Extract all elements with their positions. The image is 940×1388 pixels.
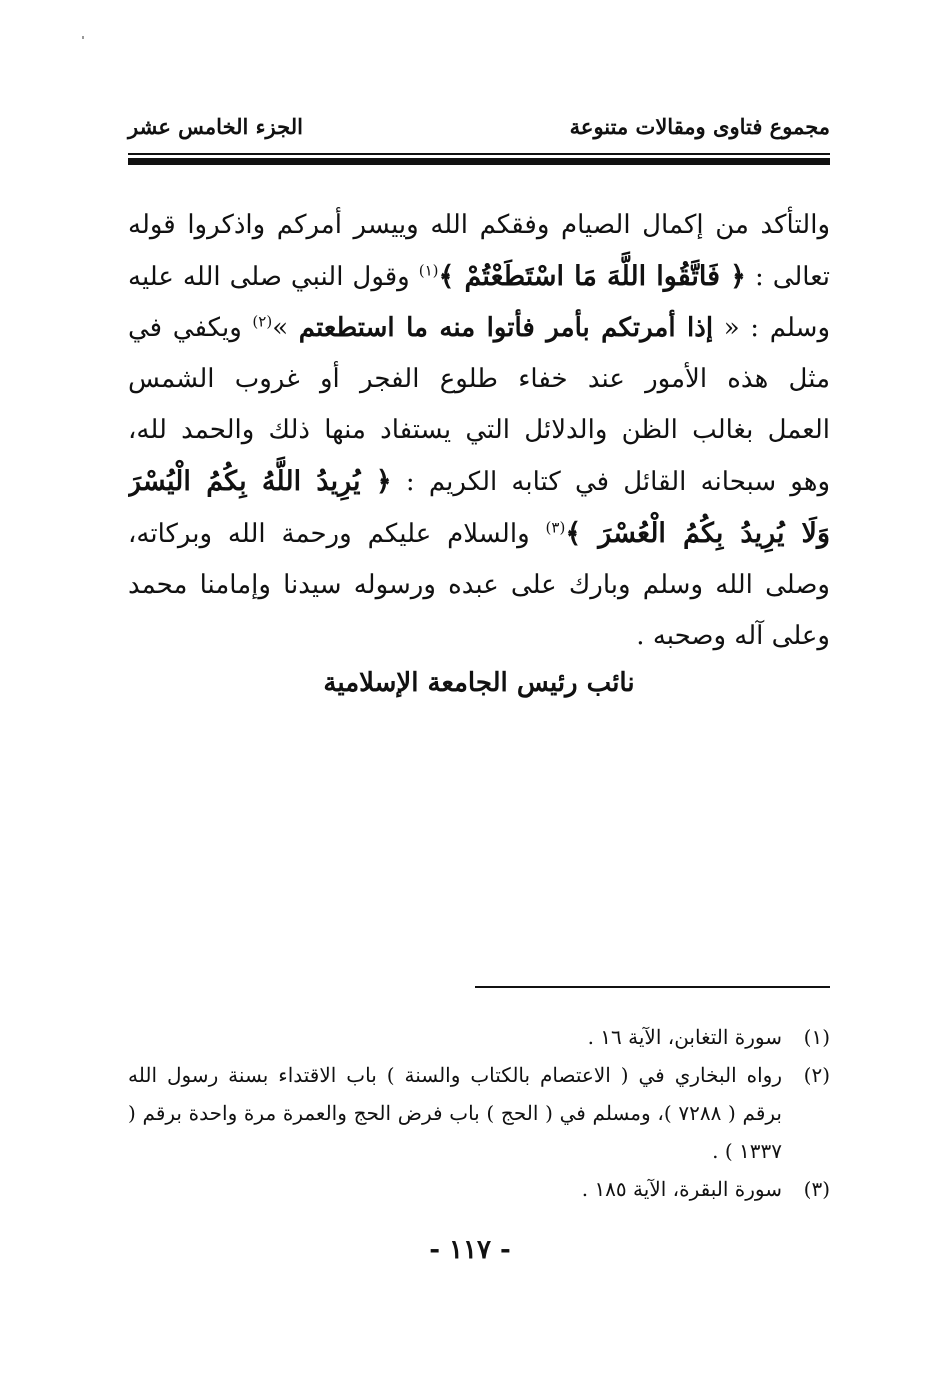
text-line	[128, 560, 830, 611]
footnote-ref: (٢)	[252, 312, 273, 331]
text-segment: »	[272, 313, 299, 343]
text-line	[128, 508, 830, 560]
footnote-text: سورة البقرة، الآية ١٨٥ .	[581, 1177, 782, 1201]
footnote-number: (٣)	[803, 1177, 830, 1201]
text-segment: والتأكد من إكمال الصيام وفقكم الله وييسر أمركم واذكروا قوله	[128, 210, 830, 240]
footnote-ref: (١)	[418, 261, 439, 280]
book-title: مجموع فتاوى ومقالات متنوعة	[569, 114, 830, 139]
text-segment: وقول النبي صلى الله عليه	[128, 262, 419, 292]
footnote-number: (١)	[803, 1025, 830, 1049]
text-segment: وسلم : «	[713, 313, 830, 343]
footnote-number: (٢)	[803, 1063, 830, 1087]
footnotes	[128, 1018, 830, 1208]
header-rule-thin	[128, 153, 830, 155]
footnote	[128, 1056, 830, 1170]
footnote-text: رواه البخاري في ( الاعتصام بالكتاب والسنة ) باب الاقتداء بسنة رسول الله برقم ( ٧٢٨٨ )، ومسلم في ( الحج ) باب فرض الحج والعمرة مرة واحدة برقم ( ١٣٣٧ ) .	[128, 1063, 782, 1163]
text-segment: العمل بغالب الظن والدلائل التي يستفاد منها ذلك والحمد لله،	[128, 415, 830, 445]
footnote	[128, 1018, 830, 1056]
text-line	[128, 354, 830, 405]
text-segment: وهو سبحانه القائل في كتابه الكريم :	[391, 467, 830, 497]
text-line	[128, 200, 830, 251]
text-segment: مثل هذه الأمور عند خفاء طلوع الفجر أو غروب الشمس	[128, 364, 830, 394]
text-line	[128, 251, 830, 303]
quran-verse: وَلَا يُرِيدُ بِكُمُ الْعُسْرَ ﴾	[565, 518, 830, 549]
quran-verse: ﴿ فَاتَّقُوا اللَّهَ مَا اسْتَطَعْتُمْ ﴾	[438, 261, 746, 292]
quran-verse: ﴿ يُرِيدُ اللَّهُ بِكُمُ الْيُسْرَ	[128, 466, 392, 497]
main-text	[128, 200, 830, 662]
volume-label: الجزء الخامس عشر	[128, 114, 303, 139]
signature: نائب رئيس الجامعة الإسلامية	[323, 668, 635, 698]
text-segment: تعالى :	[745, 262, 830, 292]
footnote-ref: (٣)	[545, 518, 566, 537]
text-line	[128, 611, 830, 662]
header-rule-thick	[128, 158, 830, 165]
scan-speck	[82, 36, 84, 39]
running-header	[128, 110, 830, 150]
text-line	[128, 456, 830, 508]
footnote-separator	[475, 986, 830, 988]
footnote	[128, 1170, 830, 1208]
page-number: - ١١٧ -	[429, 1235, 511, 1265]
text-segment: ويكفي في	[128, 313, 253, 343]
hadith-quote: إذا أمرتكم بأمر فأتوا منه ما استطعتم	[298, 313, 714, 343]
text-segment: وصلى الله وسلم وبارك على عبده ورسوله سيدنا وإمامنا محمد	[128, 570, 830, 600]
footnote-text: سورة التغابن، الآية ١٦ .	[587, 1025, 782, 1049]
text-segment: والسلام عليكم ورحمة الله وبركاته،	[128, 519, 546, 549]
text-segment: وعلى آله وصحبه .	[636, 621, 830, 651]
text-line	[128, 405, 830, 456]
text-line	[128, 303, 830, 354]
